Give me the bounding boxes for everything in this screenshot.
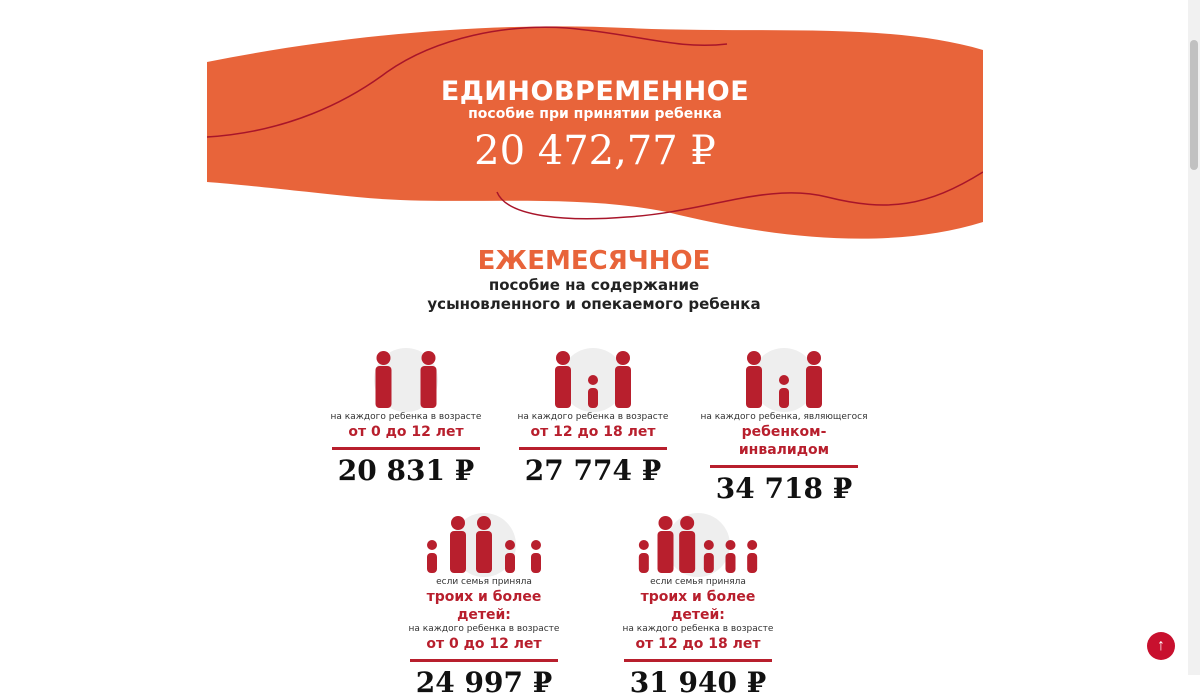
scroll-to-top-button[interactable]: ↑ (1147, 632, 1175, 660)
card-note: на каждого ребенка в возрасте (517, 412, 669, 422)
card-pre-note: если семья приняла (436, 577, 532, 587)
benefit-card (399, 505, 569, 700)
benefit-card (321, 340, 491, 488)
monthly-subtitle-line1: пособие на содержание (488, 276, 700, 294)
card-highlight: от 12 до 18 лет (635, 636, 761, 652)
divider (410, 659, 558, 662)
card-pre-highlight: троих и более детей: (640, 589, 756, 623)
family-icon (361, 340, 451, 412)
monthly-subtitle-line2: усыновленного и опекаемого ребенка (427, 295, 761, 313)
scrollbar[interactable] (1188, 0, 1200, 675)
card-pre-highlight: троих и более детей: (426, 589, 542, 623)
benefit-card (613, 505, 783, 700)
divider (710, 465, 858, 468)
card-amount: 34 718 ₽ (715, 472, 853, 505)
card-note: на каждого ребенка в возрасте (622, 624, 774, 634)
card-highlight: от 0 до 12 лет (348, 424, 464, 440)
card-note: на каждого ребенка в возрасте (330, 412, 482, 422)
one-time-benefit-banner (207, 22, 983, 244)
benefit-card (508, 340, 678, 488)
divider (519, 447, 667, 450)
card-amount: 27 774 ₽ (524, 454, 662, 487)
divider (332, 447, 480, 450)
card-note: на каждого ребенка в возрасте (408, 624, 560, 634)
family-icon (419, 505, 549, 577)
card-highlight: от 0 до 12 лет (426, 636, 542, 652)
card-amount: 20 831 ₽ (337, 454, 475, 487)
card-highlight: от 12 до 18 лет (530, 424, 656, 440)
monthly-title: ЕЖЕМЕСЯЧНОЕ (477, 246, 711, 276)
family-icon (739, 340, 829, 412)
card-amount: 31 940 ₽ (629, 666, 767, 699)
scrollbar-thumb[interactable] (1190, 40, 1198, 170)
family-icon (633, 505, 763, 577)
card-pre-note: если семья приняла (650, 577, 746, 587)
banner-subtitle: пособие при принятии ребенка (468, 106, 722, 122)
banner-amount: 20 472,77 ₽ (474, 128, 716, 174)
card-note: на каждого ребенка, являющегося (700, 412, 868, 422)
family-icon (548, 340, 638, 412)
divider (624, 659, 772, 662)
benefit-card (699, 340, 869, 506)
card-amount: 24 997 ₽ (415, 666, 553, 699)
card-highlight: ребенком-инвалидом (738, 424, 830, 458)
monthly-subtitle (0, 276, 1188, 314)
banner-title: ЕДИНОВРЕМЕННОЕ (440, 76, 750, 107)
